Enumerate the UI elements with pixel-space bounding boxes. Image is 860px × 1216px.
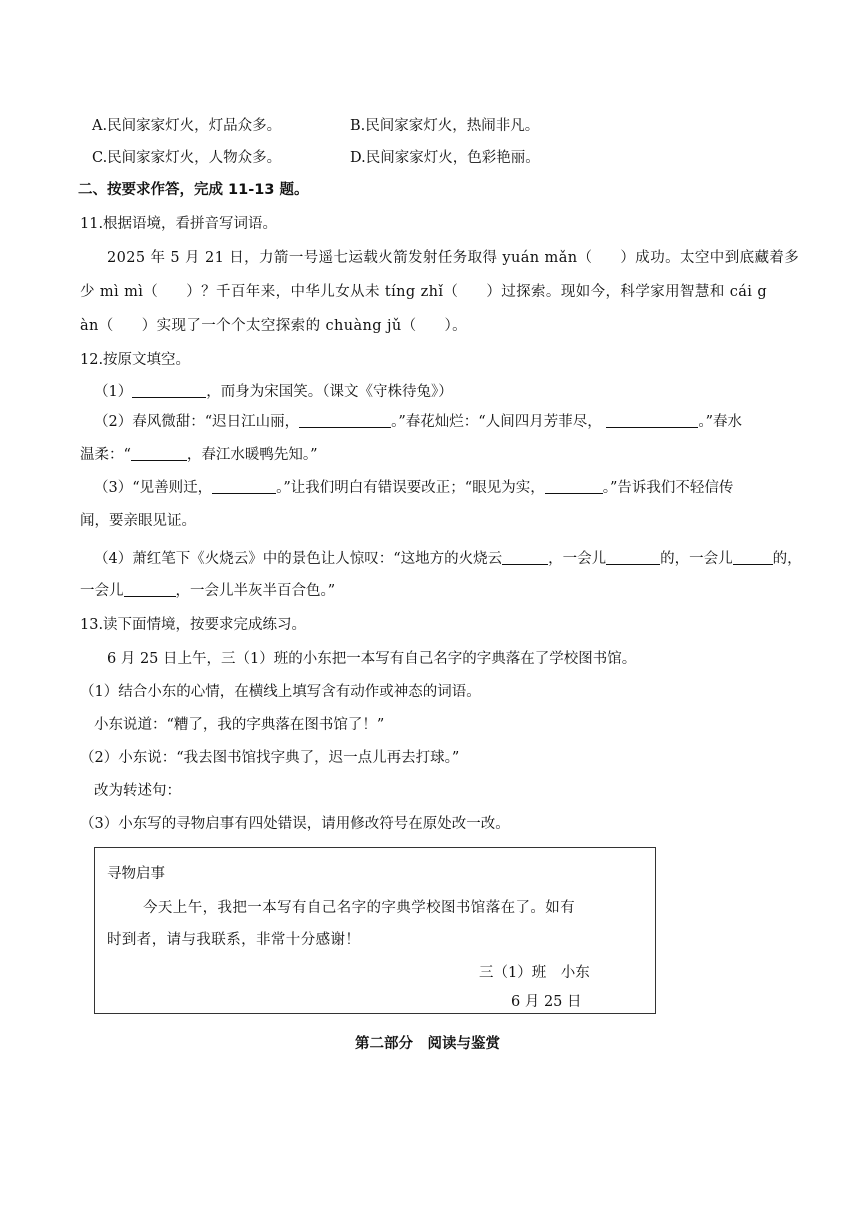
- notice-signer: 三（1）班 小东: [479, 965, 590, 981]
- q13-subquestion-2: （2）小东说：“我去图书馆找字典了，迟一点儿再去打球。”: [80, 750, 460, 766]
- notice-body-line-1: 今天上午，我把一本写有自己名字的字典学校图书馆落在了。如有: [143, 900, 576, 916]
- q13-subquestion-1: （1）结合小东的心情，在横线上填写含有动作或神态的词语。: [80, 684, 481, 700]
- q12-item-4-line-1: （4）萧红笔下《火烧云》中的景色让人惊叹：“这地方的火烧云 ，一会儿 的，一会儿 的，: [94, 551, 802, 567]
- q13-context: 6 月 25 日上午，三（1）班的小东把一本写有自己名字的字典落在了学校图书馆。: [107, 651, 637, 667]
- q12-item-2-line-2: 温柔：“ ，春江水暖鸭先知。”: [80, 447, 318, 463]
- q12-item-1: （1） ，而身为宋国笑。（课文《守株待兔》）: [94, 384, 453, 400]
- answer-blank[interactable]: [545, 479, 603, 494]
- q11-line-1: 2025 年 5 月 21 日，力箭一号遥七运载火箭发射任务取得 yuán mǎn（ ）成功。太空中到底藏着多: [107, 250, 800, 266]
- q13-quote-1: 小东说道：“糟了，我的字典落在图书馆了！”: [94, 717, 385, 733]
- answer-blank[interactable]: [502, 550, 548, 565]
- q12-item-4-line-2: 一会儿 ，一会儿半灰半百合色。”: [80, 583, 336, 599]
- notice-body-line-2: 时到者，请与我联系，非常十分感谢！: [107, 932, 361, 948]
- option-b: B.民间家家灯火，热闹非凡。: [350, 118, 540, 134]
- q12-item-2-line-1: （2）春风微甜：“迟日江山丽， 。”春花灿烂：“人间四月芳菲尽， 。”春水: [94, 414, 742, 430]
- option-a: A.民间家家灯火，灯品众多。: [92, 118, 282, 134]
- part-two-heading: 第二部分 阅读与鉴赏: [355, 1036, 500, 1052]
- section-heading: 二、按要求作答，完成 11-13 题。: [78, 182, 309, 198]
- lost-item-notice: [94, 847, 656, 1014]
- answer-blank[interactable]: [606, 413, 698, 428]
- q12-item-3-line-1: （3）“见善则迁， 。”让我们明白有错误要改正；“眼见为实， 。”告诉我们不轻信传: [94, 480, 734, 496]
- answer-blank[interactable]: [733, 550, 773, 565]
- q11-title: 11.根据语境，看拼音写词语。: [80, 216, 278, 232]
- q13-title: 13.读下面情境，按要求完成练习。: [80, 617, 307, 633]
- answer-blank[interactable]: [132, 383, 206, 398]
- q11-line-3: àn（ ）实现了一个个太空探索的 chuàng jǔ（ ）。: [80, 318, 468, 334]
- option-c: C.民间家家灯火，人物众多。: [92, 150, 282, 166]
- answer-blank[interactable]: [299, 413, 391, 428]
- option-d: D.民间家家灯火，色彩艳丽。: [350, 150, 540, 166]
- q13-task-2: 改为转述句：: [94, 783, 181, 799]
- q12-item-3-line-2: 闻，要亲眼见证。: [80, 513, 196, 529]
- q13-subquestion-3: （3）小东写的寻物启事有四处错误，请用修改符号在原处改一改。: [80, 816, 510, 832]
- answer-blank[interactable]: [212, 479, 276, 494]
- answer-blank[interactable]: [131, 446, 187, 461]
- answer-blank[interactable]: [606, 550, 660, 565]
- q11-line-2: 少 mì mì（ ）？千百年来，中华儿女从未 tíng zhǐ（ ）过探索。现如今，科学家用智慧和 cái g: [80, 284, 768, 300]
- notice-title: 寻物启事: [107, 866, 165, 882]
- notice-date: 6 月 25 日: [511, 994, 582, 1010]
- answer-blank[interactable]: [124, 582, 176, 597]
- q12-title: 12.按原文填空。: [80, 352, 191, 368]
